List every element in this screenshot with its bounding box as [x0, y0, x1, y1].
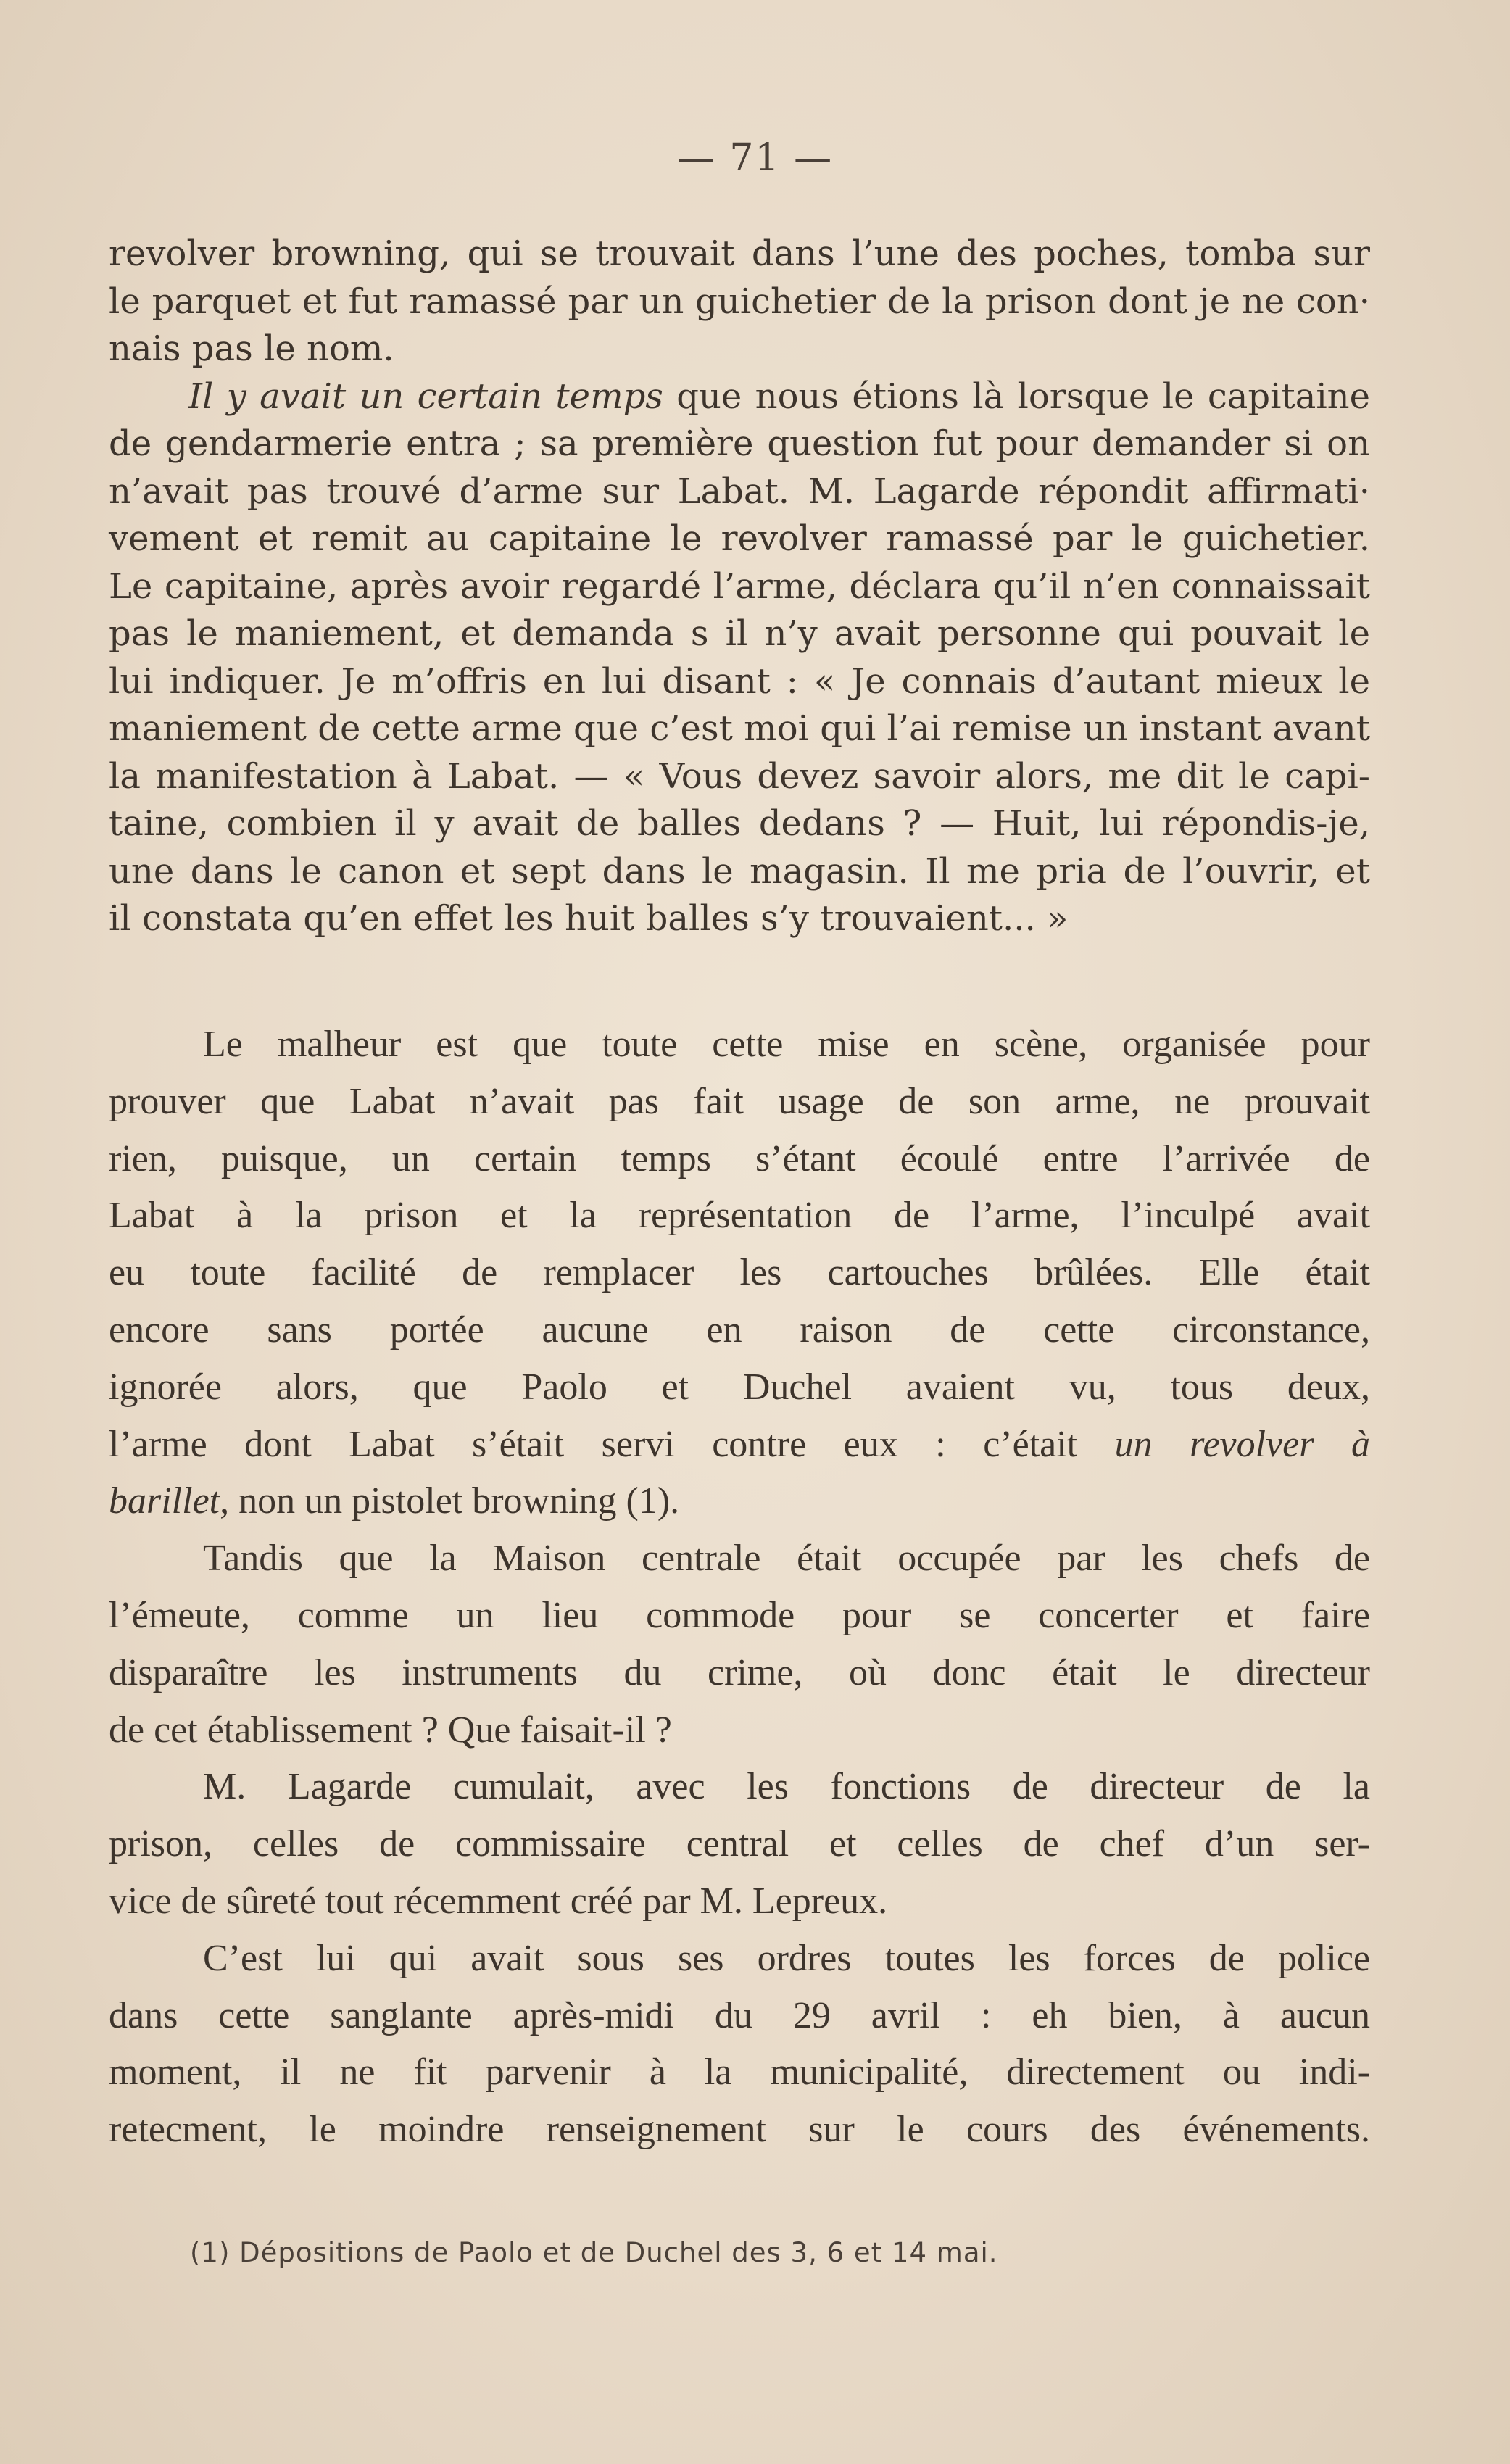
- text-line: nais pas le nom.: [109, 328, 394, 369]
- text-line: retecment, le moindre renseignement sur le cours des événements.: [109, 2109, 1370, 2151]
- footnote: (1) Dépositions de Paolo et de Duchel des 3, 6 et 14 mai.: [190, 2237, 998, 2268]
- text-line: ignorée alors, que Paolo et Duchel avaient vu, tous deux,: [109, 1366, 1370, 1408]
- text-line: de gendarmerie entra ; sa première question fut pour demander si on: [109, 423, 1370, 464]
- text-line: dans cette sanglante après-midi du 29 avril : eh bien, à aucun: [109, 1994, 1370, 2036]
- text-line: rien, puisque, un certain temps s’étant écoulé entre l’arrivée de: [109, 1137, 1370, 1179]
- text-line: il constata qu’en effet les huit balles s’y trouvaient... »: [109, 898, 1069, 939]
- text-line: maniement de cette arme que c’est moi qui l’ai remise un instant avant: [109, 708, 1370, 749]
- text-line: encore sans portée aucune en raison de cette circonstance,: [109, 1308, 1370, 1351]
- text-line: le parquet et fut ramassé par un guichetier de la prison dont je ne con·: [109, 281, 1370, 322]
- text-line: moment, il ne fit parvenir à la municipalité, directement ou indi-: [109, 2052, 1370, 2094]
- text-line: [109, 373, 1370, 421]
- text-line: [109, 1416, 1370, 1474]
- text-line: [109, 1473, 1370, 1530]
- text-line: prison, celles de commissaire central et celles de chef d’un ser-: [109, 1823, 1370, 1865]
- text-line: de cet établissement ? Que faisait-il ?: [109, 1709, 672, 1751]
- text-line: eu toute facilité de remplacer les cartouches brûlées. Elle était: [109, 1252, 1370, 1294]
- text-line: M. Lagarde cumulait, avec les fonctions de directeur de la: [203, 1766, 1370, 1808]
- text-line: prouver que Labat n’avait pas fait usage de son arme, ne prouvait: [109, 1080, 1370, 1122]
- text-line: lui indiquer. Je m’offris en lui disant : « Je connais d’autant mieux le: [109, 660, 1370, 702]
- text-line: vice de sûreté tout récemment créé par M. Lepreux.: [109, 1880, 888, 1922]
- text-line: Le capitaine, après avoir regardé l’arme, déclara qu’il n’en connaissait: [109, 565, 1370, 607]
- text-line: C’est lui qui avait sous ses ordres toutes les forces de police: [203, 1937, 1370, 1979]
- text-line: taine, combien il y avait de balles dedans ? — Huit, lui répondis-je,: [109, 803, 1370, 844]
- page-number: — 71 —: [676, 136, 834, 180]
- text-line: disparaître les instruments du crime, où donc était le directeur: [109, 1651, 1370, 1693]
- italic-phrase: Il y avait un certain temps: [188, 376, 663, 417]
- text-line: Labat à la prison et la représentation de l’arme, l’inculpé avait: [109, 1195, 1370, 1237]
- text-line: Tandis que la Maison centrale était occupée par les chefs de: [203, 1538, 1370, 1580]
- text-line: l’émeute, comme un lieu commode pour se concerter et faire: [109, 1594, 1370, 1636]
- italic-phrase: barillet: [109, 1480, 220, 1522]
- text-fragment: l’arme dont Labat s’était servi contre eux : c’était: [109, 1423, 1115, 1465]
- text-line: Le malheur est que toute cette mise en scène, organisée pour: [203, 1024, 1370, 1065]
- main-body-text: [109, 1016, 1370, 2159]
- text-line: n’avait pas trouvé d’arme sur Labat. M. Lagarde répondit affirmati·: [109, 470, 1370, 512]
- text-line: vement et remit au capitaine le revolver ramassé par le guichetier.: [109, 518, 1370, 559]
- text-line: une dans le canon et sept dans le magasin. Il me pria de l’ouvrir, et: [109, 850, 1370, 892]
- text-fragment: , non un pistolet browning (1).: [220, 1480, 680, 1522]
- text-line: la manifestation à Labat. — « Vous devez savoir alors, me dit le capi-: [109, 755, 1370, 797]
- italic-phrase: un revolver à: [1114, 1423, 1371, 1465]
- text-fragment: que nous étions là lorsque le capitaine: [663, 376, 1371, 417]
- text-line: revolver browning, qui se trouvait dans l’une des poches, tomba sur: [109, 233, 1370, 274]
- quoted-testimony: [109, 231, 1370, 943]
- text-line: pas le maniement, et demanda s il n’y avait personne qui pouvait le: [109, 613, 1370, 654]
